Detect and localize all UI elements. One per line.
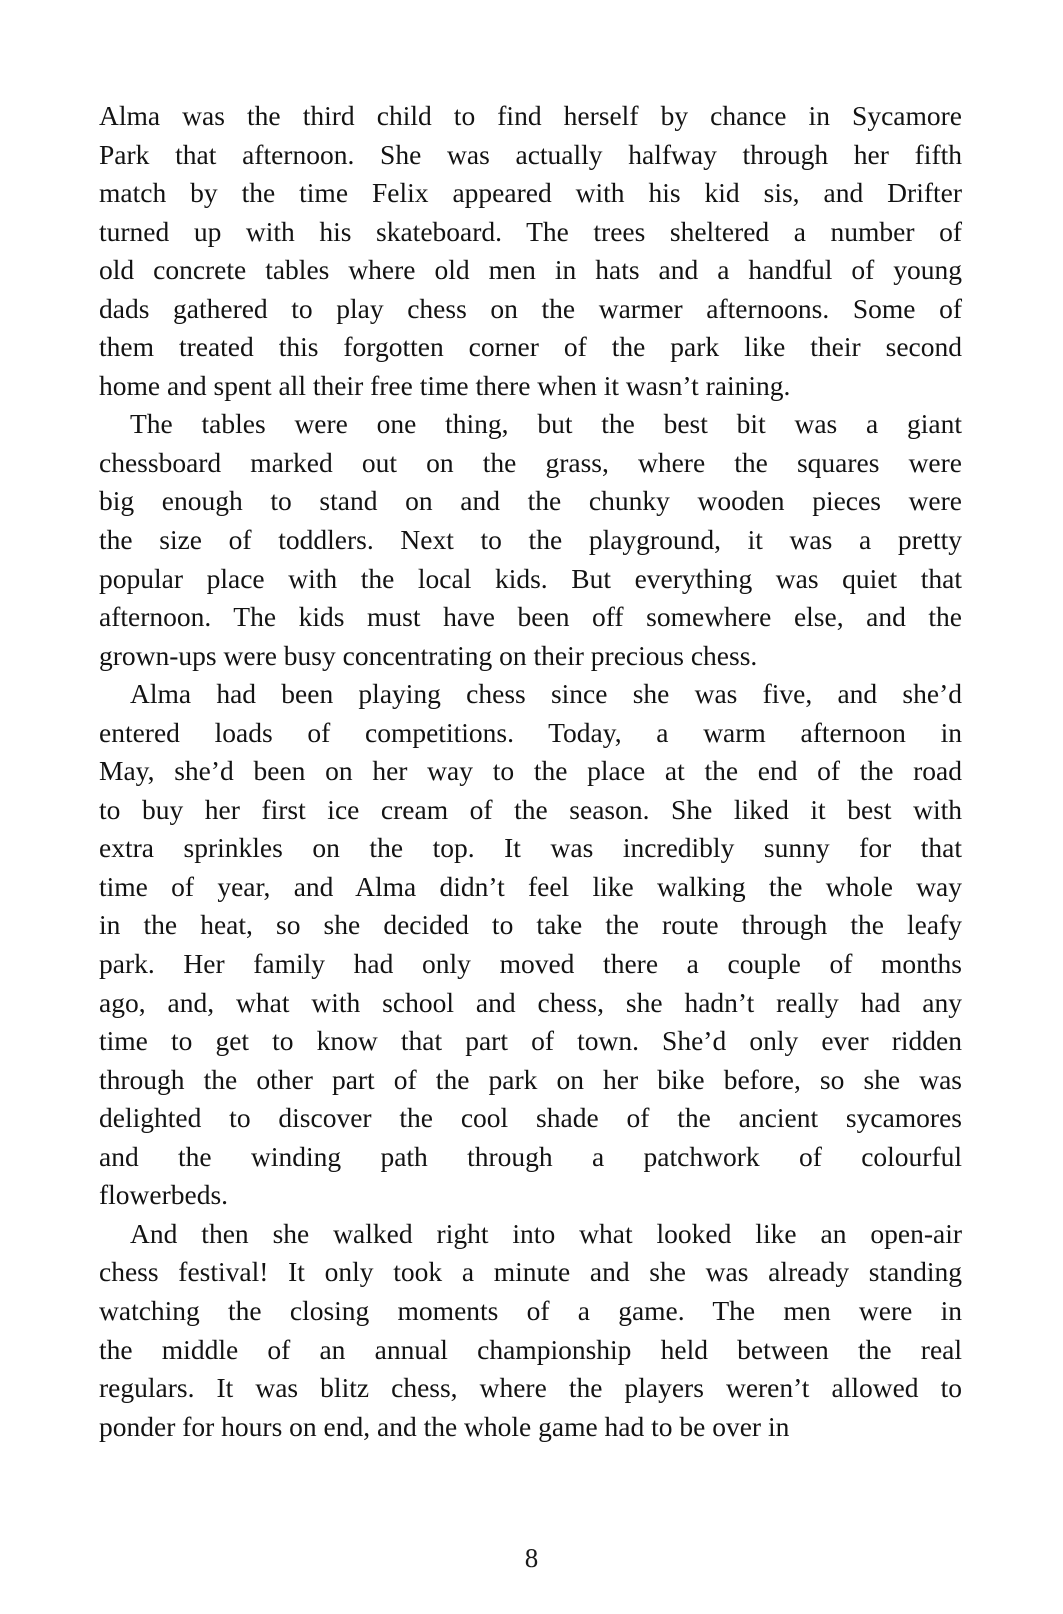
paragraph — [99, 1215, 962, 1446]
text-line: chess festival! It only took a minute and she was already standing — [99, 1256, 962, 1288]
text-line: extra sprinkles on the top. It was incredibly sunny for that — [99, 832, 962, 864]
text-line: in the heat, so she decided to take the route through the leafy — [99, 909, 962, 941]
text-line: time of year, and Alma didn’t feel like walking the whole way — [99, 870, 962, 902]
text-line: the size of toddlers. Next to the playground, it was a pretty — [99, 524, 962, 556]
text-line: them treated this forgotten corner of the park like their second — [99, 331, 962, 363]
text-line: chessboard marked out on the grass, where the squares were — [99, 446, 962, 478]
text-line: regulars. It was blitz chess, where the players weren’t allowed to — [99, 1372, 962, 1404]
text-line: entered loads of competitions. Today, a warm afternoon in — [99, 716, 962, 748]
text-line: grown-ups were busy concentrating on their precious chess. — [99, 639, 758, 671]
text-line: and the winding path through a patchwork of colourful — [99, 1140, 962, 1172]
text-line: turned up with his skateboard. The trees sheltered a number of — [99, 215, 962, 247]
text-line: delighted to discover the cool shade of the ancient sycamores — [99, 1102, 962, 1134]
text-line: Alma was the third child to find herself by chance in Sycamore — [99, 100, 962, 131]
text-line: ago, and, what with school and chess, she hadn’t really had any — [99, 986, 962, 1018]
text-line: The tables were one thing, but the best bit was a giant — [130, 408, 962, 440]
text-line: watching the closing moments of a game. The men were in — [99, 1294, 962, 1326]
text-line: to buy her first ice cream of the season. She liked it best with — [99, 793, 962, 825]
text-line: And then she walked right into what looked like an open-air — [130, 1217, 962, 1249]
text-line: old concrete tables where old men in hats and a handful of young — [99, 254, 962, 286]
paragraph — [99, 405, 962, 675]
paragraph — [99, 97, 962, 405]
text-line: Alma had been playing chess since she was five, and she’d — [130, 678, 962, 710]
text-line: ponder for hours on end, and the whole game had to be over in — [99, 1410, 790, 1442]
text-line: dads gathered to play chess on the warmer afternoons. Some of — [99, 292, 962, 324]
text-line: Park that afternoon. She was actually halfway through her fifth — [99, 138, 962, 170]
page-number: 8 — [524, 1543, 539, 1573]
text-line: match by the time Felix appeared with his kid sis, and Drifter — [99, 177, 962, 209]
text-line: home and spent all their free time there when it wasn’t raining. — [99, 369, 791, 401]
text-line: through the other part of the park on her bike before, so she was — [99, 1063, 962, 1095]
body-text — [99, 97, 962, 1446]
text-line: afternoon. The kids must have been off somewhere else, and the — [99, 601, 962, 633]
text-line: big enough to stand on and the chunky wooden pieces were — [99, 485, 962, 517]
text-line: time to get to know that part of town. She’d only ever ridden — [99, 1025, 962, 1057]
paragraph — [99, 675, 962, 1215]
text-line: park. Her family had only moved there a couple of months — [99, 948, 962, 980]
text-line: popular place with the local kids. But everything was quiet that — [99, 562, 962, 594]
text-line: the middle of an annual championship held between the real — [99, 1333, 962, 1365]
text-line: May, she’d been on her way to the place at the end of the road — [99, 755, 962, 787]
text-line: flowerbeds. — [99, 1179, 229, 1211]
